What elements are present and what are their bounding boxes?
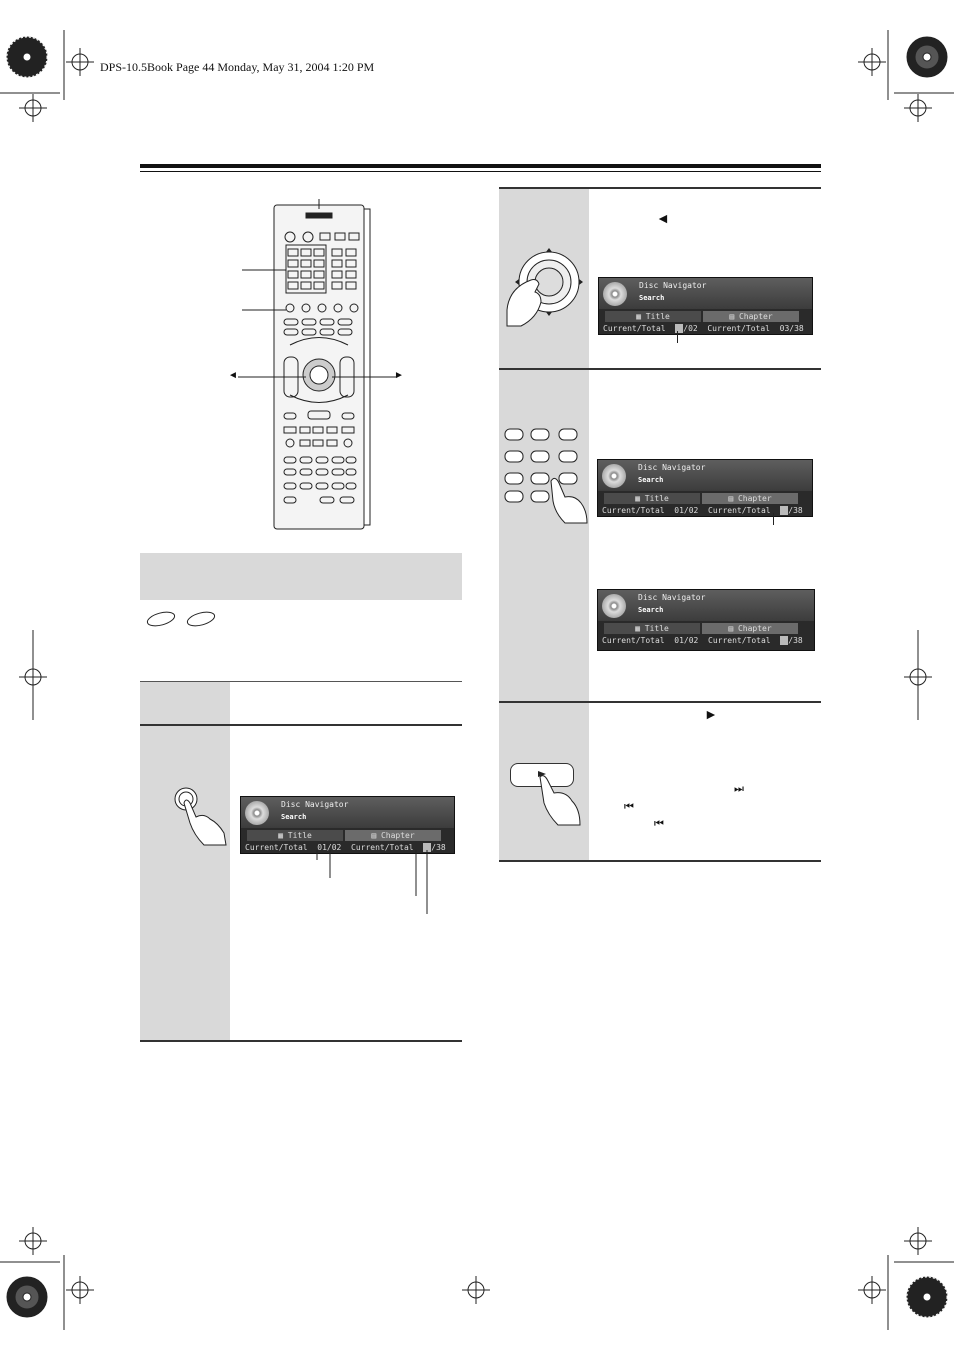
remote-control-illustration [228,195,408,540]
hand-dial-illustration [501,240,587,335]
step-b-panel [499,370,589,701]
right-arrow-icon: ► [394,370,404,381]
tab-chapter: ▤ Chapter [345,830,441,841]
previous-icon: ⏮ [654,818,664,830]
previous-icon: ⏮ [624,801,634,813]
tab-title: ▦ Title [604,623,700,634]
divider [140,1040,462,1042]
disc-icon [603,282,627,306]
callout-line [773,513,774,525]
tab-chapter: ▤ Chapter [702,493,798,504]
tab-chapter: ▤ Chapter [702,623,798,634]
tab-title: ▦ Title [247,830,343,841]
osd-disc-navigator: Disc Navigator Search ▦ Title ▤ Chapter Current/Total 01/02 Current/Total /38 [597,589,815,651]
next-icon: ⏭ [734,783,744,795]
osd-disc-navigator: Disc Navigator Search ▦ Title ▤ Chapter Current/Total /02 Current/Total 03/38 [598,277,813,335]
step-2-panel [140,726,230,1040]
section-heading-panel [140,553,462,600]
osd-disc-navigator: Disc Navigator Search ▦ Title ▤ Chapter Current/Total 01/02 Current/Total /38 [597,459,813,517]
left-arrow-icon: ◄ [656,212,670,227]
hand-press-button-illustration [170,783,232,854]
step-1-panel [140,682,230,724]
callout-lines [300,850,440,920]
hand-number-keys-illustration [503,425,589,530]
top-rule-thin [140,171,821,172]
divider [499,860,821,862]
disc-icon [245,801,269,825]
tab-chapter: ▤ Chapter [703,311,799,322]
callout-line [677,331,678,343]
disc-icon [602,464,626,488]
disc-logos [145,608,225,635]
tab-title: ▦ Title [604,493,700,504]
tab-title: ▦ Title [605,311,701,322]
play-icon: ► [704,708,718,723]
left-arrow-icon: ◄ [228,370,238,381]
disc-icon [602,594,626,618]
print-header: DPS-10.5Book Page 44 Monday, May 31, 2004 1:20 PM [100,60,375,74]
top-rule [140,164,821,168]
osd-disc-navigator: Disc Navigator Search ▦ Title ▤ Chapter Current/Total 01/02 Current/Total /38 [240,796,455,854]
